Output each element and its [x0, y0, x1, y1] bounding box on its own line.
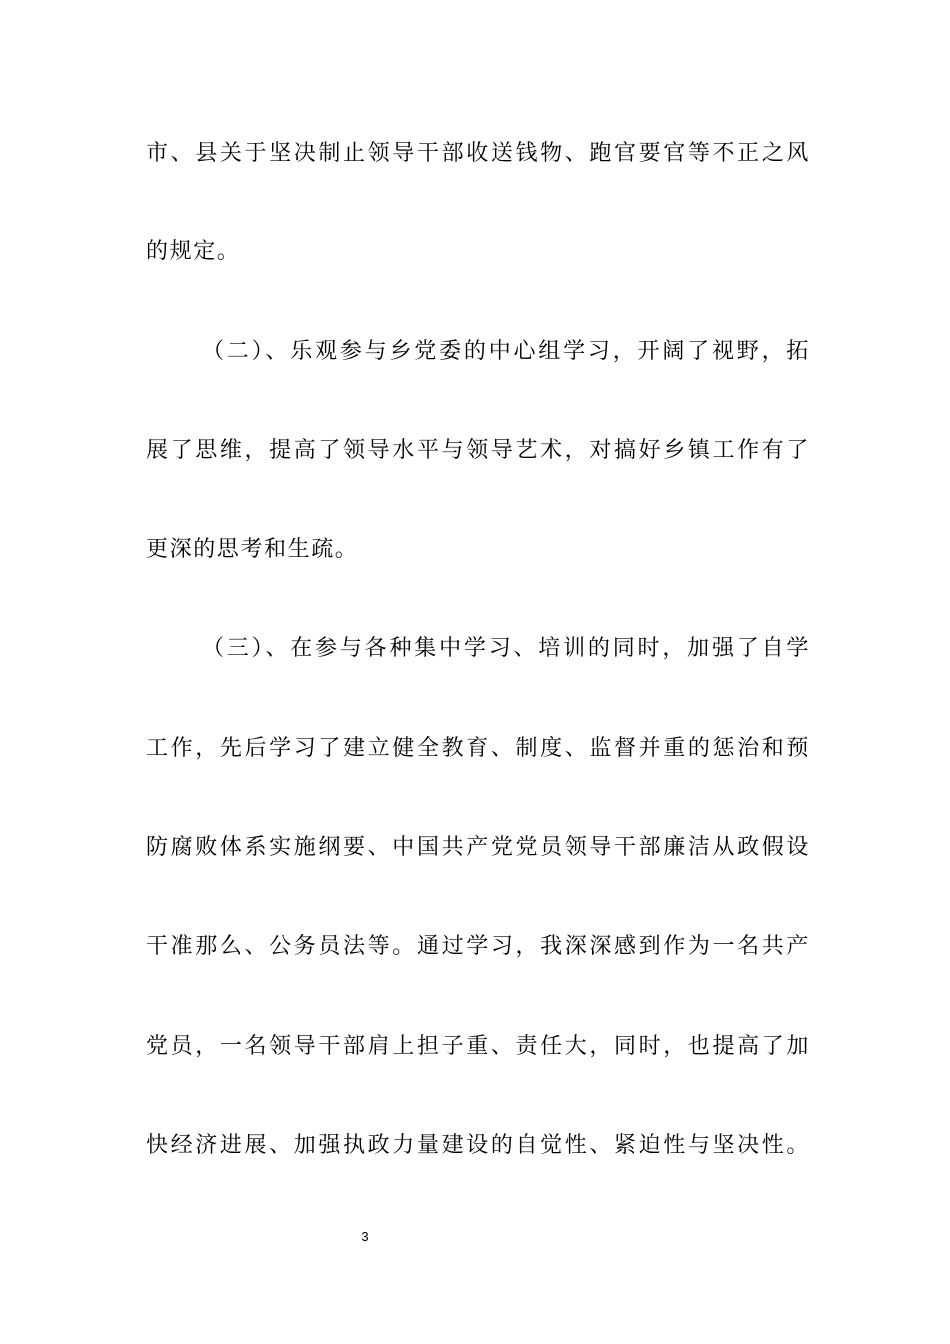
text-line: 工作，先后学习了建立健全教育、制度、监督并重的惩治和预: [146, 736, 810, 761]
page-number: 3: [361, 1229, 369, 1244]
text-line: 市、县关于坚决制止领导干部收送钱物、跑官要官等不正之风: [146, 141, 810, 166]
text-line: 展了思维，提高了领导水平与领导艺术，对搞好乡镇工作有了: [146, 438, 810, 463]
text-line: 防腐败体系实施纲要、中国共产党党员领导干部廉洁从政假设: [146, 835, 810, 860]
text-line: 干准那么、公务员法等。通过学习，我深深感到作为一名共产: [146, 934, 810, 959]
text-line: 快经济进展、加强执政力量建设的自觉性、紧迫性与坚决性。: [146, 1133, 810, 1158]
text-line: （三）、在参与各种集中学习、培训的同时，加强了自学: [202, 636, 810, 661]
text-line: 的规定。: [146, 239, 241, 264]
text-line: 党员，一名领导干部肩上担子重、责任大，同时，也提高了加: [146, 1034, 810, 1059]
text-line: 更深的思考和生疏。: [146, 537, 359, 562]
text-line: （二）、乐观参与乡党委的中心组学习，开阔了视野，拓: [202, 339, 810, 364]
